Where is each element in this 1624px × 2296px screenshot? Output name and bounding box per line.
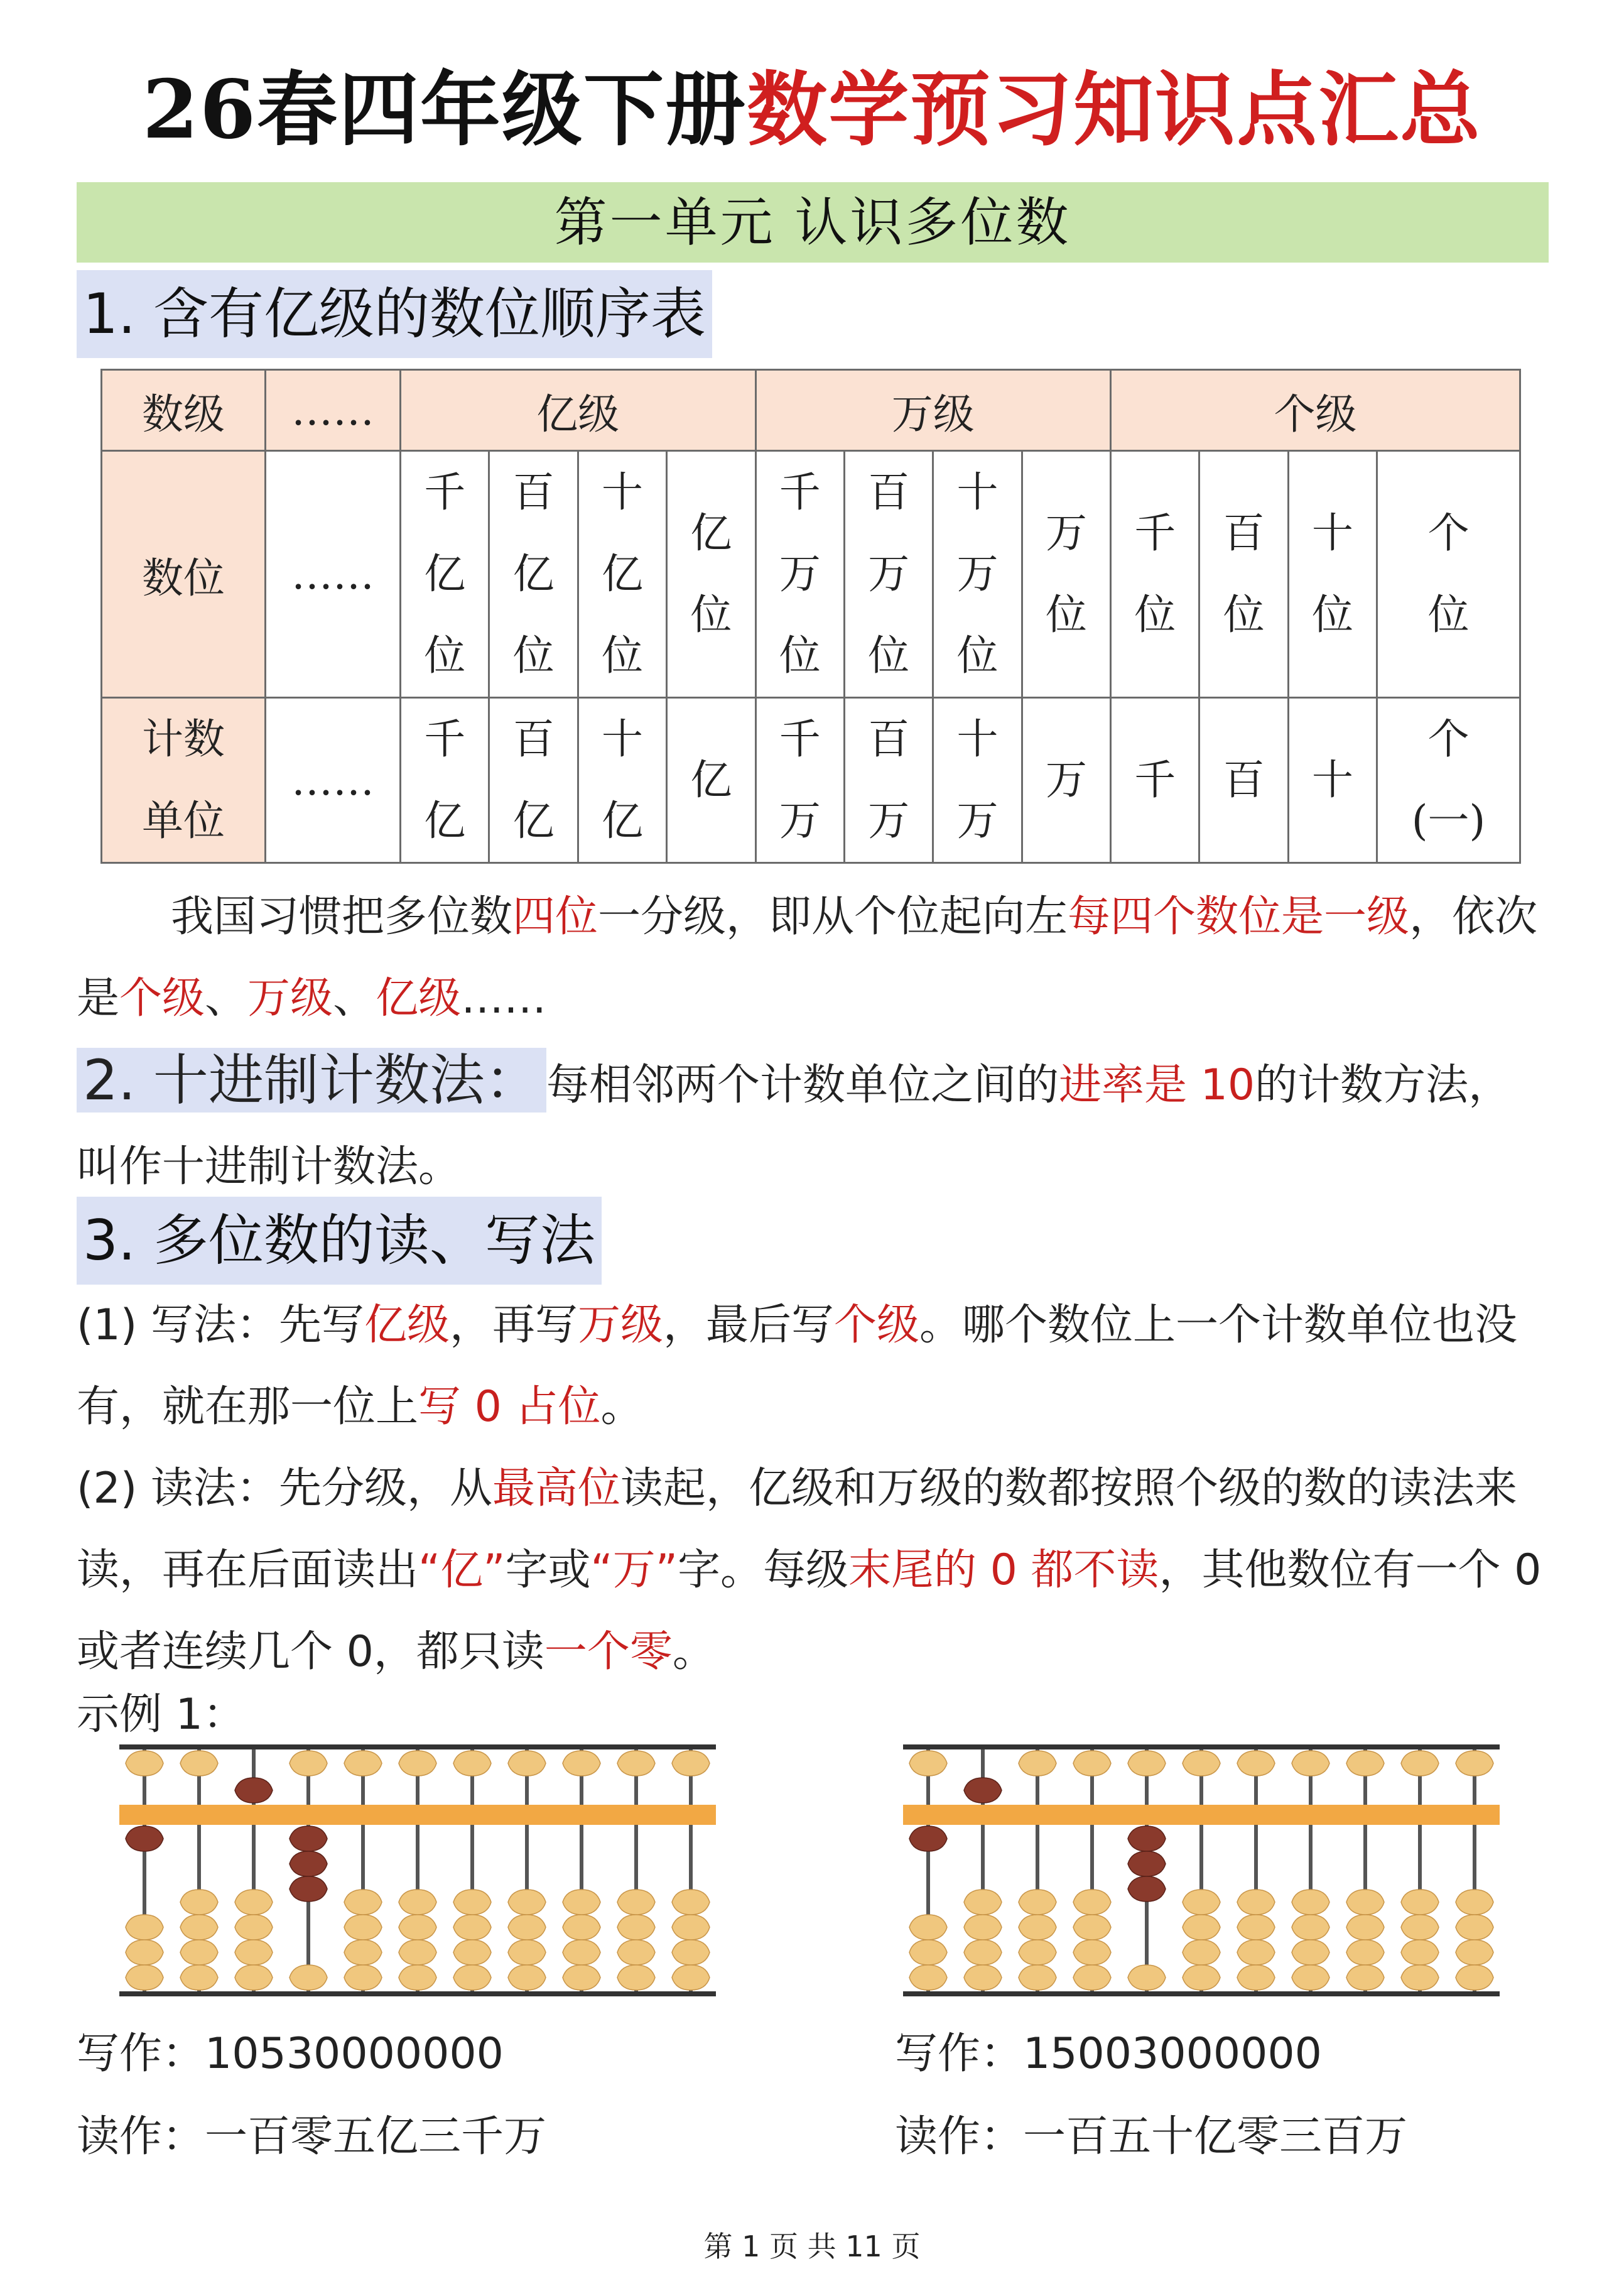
bead — [180, 1890, 218, 1915]
page-footer: 第 1 页 共 11 页 — [703, 2229, 921, 2263]
bead — [126, 1751, 163, 1776]
bead — [344, 1915, 382, 1940]
bead-active — [909, 1826, 947, 1851]
example2-read: 读作：一百五十亿零三百万 — [895, 2112, 1408, 2162]
section2-paragraph: 2. 十进制计数法： 每相邻两个计数单位之间的进率是 10的计数方法，叫作十进制计数法。 — [77, 1048, 1512, 1192]
bead — [964, 1915, 1002, 1940]
bead — [453, 1915, 491, 1940]
bead-active — [1128, 1876, 1166, 1902]
bead — [235, 1965, 273, 1990]
bead — [344, 1751, 382, 1776]
bead — [453, 1751, 491, 1776]
row-label-place: 数位 — [102, 451, 266, 698]
place-cell: 十亿位 — [578, 451, 666, 698]
section1-paragraph: 我国习惯把多位数四位一分级，即从个位起向左每四个数位是一级，依次是个级、万级、亿级…… — [77, 892, 1538, 1023]
bead — [453, 1940, 491, 1965]
unit-title-bar: 第一单元 认识多位数 — [77, 182, 1549, 263]
bead — [1346, 1965, 1384, 1990]
bead-active — [290, 1876, 327, 1902]
bead — [344, 1940, 382, 1965]
page-title — [0, 63, 1624, 157]
bead — [399, 1890, 436, 1915]
bead — [1183, 1751, 1220, 1776]
abacus-beam — [903, 1805, 1500, 1825]
bead — [1019, 1751, 1056, 1776]
place-cell: 十位 — [1288, 451, 1377, 698]
bead — [1346, 1915, 1384, 1940]
abacus-beam — [119, 1805, 716, 1825]
abacus-example-1 — [119, 1743, 716, 1998]
class-wan: 万级 — [755, 370, 1111, 451]
section2-heading: 2. 十进制计数法： — [77, 1048, 546, 1113]
bead-active — [1128, 1826, 1166, 1851]
abacus-bottom-frame — [903, 1991, 1500, 1996]
bead — [1401, 1915, 1439, 1940]
place-cell: 百位 — [1199, 451, 1288, 698]
bead — [126, 1965, 163, 1990]
bead — [1073, 1890, 1111, 1915]
abacus-example-2 — [903, 1743, 1500, 1998]
bead — [235, 1940, 273, 1965]
example1-write: 写作：10530000000 — [77, 2029, 504, 2079]
row-label-unit: 计数单位 — [102, 698, 266, 863]
bead — [1456, 1965, 1493, 1990]
bead — [964, 1940, 1002, 1965]
bead — [399, 1751, 436, 1776]
place-cell: 十万位 — [933, 451, 1022, 698]
bead — [617, 1915, 655, 1940]
place-cell: 百亿位 — [489, 451, 578, 698]
place-cell: 千万位 — [755, 451, 844, 698]
bead — [672, 1965, 710, 1990]
bead — [672, 1890, 710, 1915]
place-value-table — [100, 369, 1521, 864]
bead-active — [235, 1778, 273, 1803]
bead — [180, 1751, 218, 1776]
bead — [180, 1915, 218, 1940]
bead — [1073, 1751, 1111, 1776]
bead — [344, 1965, 382, 1990]
unit-cell: 十万 — [933, 698, 1022, 863]
bead — [508, 1915, 546, 1940]
unit-cell: 个(一) — [1377, 698, 1520, 863]
bead-active — [964, 1778, 1002, 1803]
bead — [235, 1890, 273, 1915]
bead — [508, 1890, 546, 1915]
bead — [1292, 1751, 1329, 1776]
bead — [344, 1890, 382, 1915]
bead-active — [290, 1851, 327, 1876]
title-part2: 数学预习知识点汇总 — [747, 63, 1482, 157]
unit-cell: 百亿 — [489, 698, 578, 863]
bead — [1346, 1940, 1384, 1965]
example2-write: 写作：15003000000 — [895, 2029, 1322, 2079]
bead — [1019, 1940, 1056, 1965]
bead — [1401, 1751, 1439, 1776]
abacus-top-frame — [119, 1744, 716, 1749]
bead — [617, 1940, 655, 1965]
bead — [508, 1940, 546, 1965]
bead — [453, 1965, 491, 1990]
bead — [126, 1915, 163, 1940]
bead — [909, 1751, 947, 1776]
bead — [1237, 1751, 1275, 1776]
bead — [290, 1751, 327, 1776]
bead — [126, 1940, 163, 1965]
bead — [399, 1965, 436, 1990]
bead — [1401, 1965, 1439, 1990]
bead — [1456, 1915, 1493, 1940]
abacus-bottom-frame — [119, 1991, 716, 1996]
place-cell: 亿位 — [667, 451, 755, 698]
place-cell: 百万位 — [844, 451, 933, 698]
bead — [1401, 1890, 1439, 1915]
bead — [1183, 1940, 1220, 1965]
class-ge: 个级 — [1111, 370, 1520, 451]
bead — [1292, 1965, 1329, 1990]
bead — [1456, 1940, 1493, 1965]
bead — [1292, 1890, 1329, 1915]
place-cell: 个位 — [1377, 451, 1520, 698]
bead — [1128, 1751, 1166, 1776]
bead — [508, 1965, 546, 1990]
bead — [617, 1890, 655, 1915]
bead — [399, 1915, 436, 1940]
section3-write-rule: (1) 写法：先写亿级，再写万级，最后写个级。哪个数位上一个计数单位也没有，就在那一位上写 0 占位。 — [77, 1300, 1518, 1432]
bead — [617, 1751, 655, 1776]
bead-active — [126, 1826, 163, 1851]
bead — [1073, 1940, 1111, 1965]
bead — [180, 1940, 218, 1965]
bead — [1237, 1890, 1275, 1915]
bead — [1019, 1915, 1056, 1940]
bead — [909, 1965, 947, 1990]
unit-cell: 千 — [1111, 698, 1199, 863]
bead — [563, 1890, 600, 1915]
place-cell: 千位 — [1111, 451, 1199, 698]
bead — [1456, 1751, 1493, 1776]
bead — [1073, 1965, 1111, 1990]
bead — [563, 1751, 600, 1776]
bead — [1292, 1940, 1329, 1965]
row-label-class: 数级 — [102, 370, 266, 451]
example-label: 示例 1： — [77, 1690, 246, 1739]
bead — [672, 1915, 710, 1940]
bead — [1237, 1965, 1275, 1990]
bead — [964, 1965, 1002, 1990]
bead — [1073, 1915, 1111, 1940]
unit-ellipsis: …… — [266, 698, 401, 863]
bead — [964, 1890, 1002, 1915]
unit-cell: 百 — [1199, 698, 1288, 863]
bead — [563, 1940, 600, 1965]
bead — [1183, 1915, 1220, 1940]
bead — [1237, 1940, 1275, 1965]
bead — [909, 1915, 947, 1940]
place-ellipsis: …… — [266, 451, 401, 698]
example1-read: 读作：一百零五亿三千万 — [77, 2112, 547, 2162]
section3-heading: 3. 多位数的读、写法 — [77, 1197, 602, 1285]
bead-active — [1128, 1851, 1166, 1876]
bead — [1237, 1915, 1275, 1940]
unit-cell: 千亿 — [401, 698, 489, 863]
bead — [1183, 1965, 1220, 1990]
bead — [1019, 1965, 1056, 1990]
bead — [1128, 1965, 1166, 1990]
bead — [1346, 1751, 1384, 1776]
bead — [180, 1965, 218, 1990]
unit-cell: 百万 — [844, 698, 933, 863]
unit-cell: 万 — [1022, 698, 1110, 863]
bead — [672, 1940, 710, 1965]
place-cell: 千亿位 — [401, 451, 489, 698]
bead — [508, 1751, 546, 1776]
unit-cell: 十 — [1288, 698, 1377, 863]
bead — [399, 1940, 436, 1965]
bead — [1401, 1940, 1439, 1965]
bead — [672, 1751, 710, 1776]
bead — [1346, 1890, 1384, 1915]
bead — [235, 1915, 273, 1940]
bead — [453, 1890, 491, 1915]
bead — [1019, 1890, 1056, 1915]
bead — [290, 1965, 327, 1990]
bead-active — [290, 1826, 327, 1851]
bead — [1183, 1890, 1220, 1915]
class-yi: 亿级 — [401, 370, 756, 451]
bead — [617, 1965, 655, 1990]
unit-cell: 千万 — [755, 698, 844, 863]
abacus-top-frame — [903, 1744, 1500, 1749]
section1-heading: 1. 含有亿级的数位顺序表 — [77, 270, 712, 358]
bead — [563, 1965, 600, 1990]
bead — [909, 1940, 947, 1965]
unit-cell: 十亿 — [578, 698, 666, 863]
title-part1: 26春四年级下册 — [142, 63, 747, 157]
class-ellipsis: …… — [266, 370, 401, 451]
unit-cell: 亿 — [667, 698, 755, 863]
place-cell: 万位 — [1022, 451, 1110, 698]
bead — [563, 1915, 600, 1940]
bead — [1292, 1915, 1329, 1940]
bead — [1456, 1890, 1493, 1915]
section3-read-rule: (2) 读法：先分级，从最高位读起，亿级和万级的数都按照个级的数的读法来读，再在后面读出“亿”字或“万”字。每级末尾的 0 都不读，其他数位有一个 0 或者连续几个 0，都只读一个零。 — [77, 1464, 1542, 1677]
